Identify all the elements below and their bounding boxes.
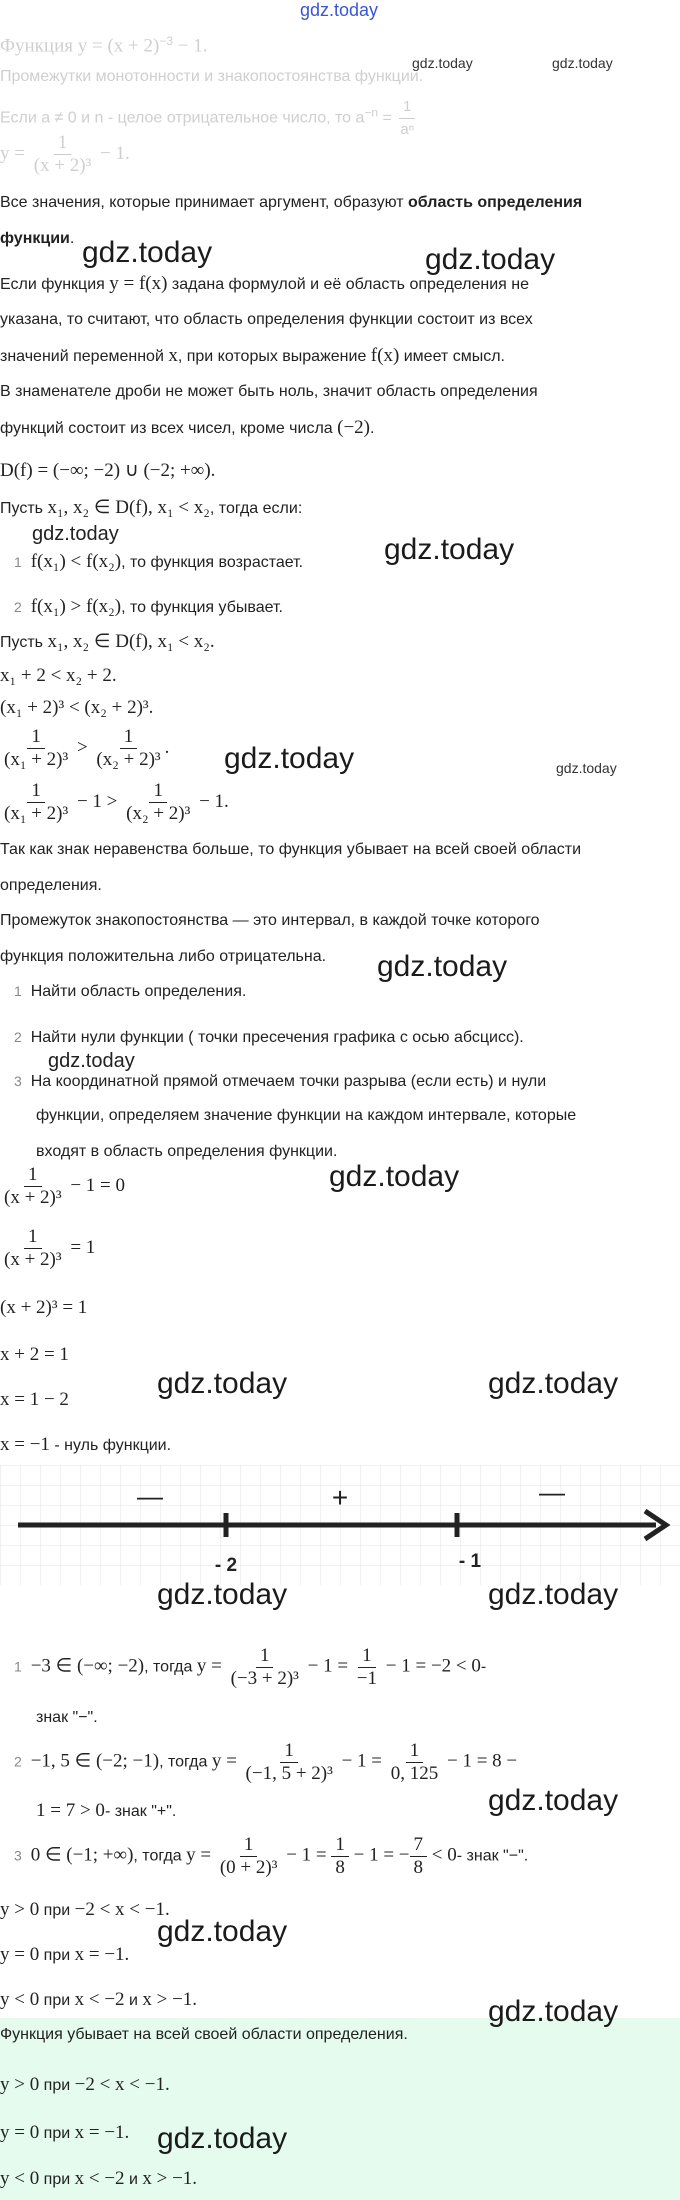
result-positive [0,1899,170,1922]
check1-end: − 1 = −2 < 0 [381,1655,481,1677]
ineq4-num2: 1 [149,780,167,803]
watermark: gdz.today [48,1050,135,1072]
let1-text: Пусть [0,500,48,517]
ineq3-num2: 1 [120,726,138,749]
equation-3: (x + 2)³ = 1 [0,1297,88,1318]
inequality-4 [0,780,229,825]
domain-def-dot: . [69,230,75,247]
check2-then: , тогда [159,1753,212,1771]
step3-text-a: На координатной прямой отмечаем точки разрыва (если есть) и нули [30,1073,547,1090]
equation-2 [0,1226,95,1271]
equation-4: x + 2 = 1 [0,1344,69,1365]
watermark: gdz.today [157,1915,288,1948]
watermark: gdz.today [488,1995,619,2028]
item2-math: f(x₁) > f(x₂) [30,596,122,617]
r2-math2: x = −1. [74,1944,130,1965]
faint-header-line1 [0,30,207,58]
check2-end: − 1 = 8 − [442,1750,518,1772]
denominator-line2 [0,417,374,440]
check-2 [14,1740,517,1785]
decreasing-conclusion-1: Так как знак неравенства больше, то функция убывает на всей своей области [0,841,582,858]
faint-y: y = [0,142,30,164]
watermark: gdz.today [157,2122,288,2155]
r1-math2: −2 < x < −1. [74,1899,170,1920]
step1-number: 1 [14,983,22,999]
check2-y: y = [211,1750,242,1772]
equation-5: x = 1 − 2 [0,1389,69,1410]
check3-den2: 8 [335,1857,345,1878]
ineq4-op: − 1 > [72,790,123,812]
r1-math: y > 0 [0,1899,40,1920]
eq1-num: 1 [24,1164,42,1187]
check1-num: 1 [256,1645,274,1668]
ineq4-end: − 1. [194,790,229,812]
ineq3-op: > [72,736,93,758]
denominator-end: . [370,420,375,437]
check2-den: (−1, 5 + 2)³ [245,1763,333,1784]
check3-den: (0 + 2)³ [219,1857,278,1878]
watermark: gdz.today [157,1578,288,1611]
result-zero [0,1944,129,1967]
watermark: gdz.today [224,742,355,775]
faint-rule-eq: = [378,109,397,127]
a1-text: при [39,2077,75,2094]
a3-text2: и [124,2171,143,2188]
ineq4-num1: 1 [27,780,45,803]
watermark: gdz.today [552,55,613,71]
top-watermark: gdz.today [300,0,379,20]
ineq3-den1: (x₁ + 2)³ [4,749,69,770]
r1-text: при [39,1902,75,1919]
watermark: gdz.today [488,1784,619,1817]
sign-right: — [539,1477,565,1507]
check-2-line2 [36,1800,176,1823]
decreasing-conclusion-2: определения. [0,877,102,894]
faint-y-num: 1 [54,132,72,155]
faint-exp: −3 [159,34,174,48]
eq6-math: x = −1 [0,1434,50,1455]
faint-y-end: − 1. [95,142,130,164]
a2-math: y = 0 [0,2122,40,2143]
domain-definition-line2 [0,228,74,250]
faint-function: Функция y = (x + 2) [0,35,160,57]
check1-num2: 1 [358,1645,376,1668]
equation-6 [0,1434,171,1457]
watermark: gdz.today [384,533,515,566]
item-increasing [14,551,303,574]
r3-math: y < 0 [0,1989,40,2010]
check3-sign: - знак "−". [456,1847,529,1865]
eq6-text: - нуль функции. [49,1437,172,1454]
inequality-3 [0,726,169,771]
let-line-1 [0,497,302,520]
a1-math2: −2 < x < −1. [74,2074,170,2095]
step3-number: 3 [14,1073,22,1089]
let2-math: x₁, x₂ ∈ D(f), x₁ < x₂. [47,631,215,652]
denominator-text: функций состоит из всех чисел, кроме числа [0,420,338,437]
check2-interval: −1, 5 ∈ (−2; −1) [30,1750,160,1772]
answer-negative [0,2168,197,2191]
watermark: gdz.today [32,523,119,545]
domain-def-text: Все значения, которые принимает аргумент, образуют [0,194,409,211]
check-3 [14,1834,528,1879]
watermark: gdz.today [556,760,617,776]
r3-text: при [39,1992,75,2009]
sign-middle: + [331,1482,349,1513]
check1-den2: −1 [356,1668,378,1689]
check2-mid: − 1 = [336,1750,387,1772]
a3-math2: x < −2 [74,2168,125,2189]
step-3-cont-2: входят в область определения функции. [36,1143,338,1160]
item2-text: , то функция убывает. [121,599,283,616]
a2-text: при [39,2125,75,2142]
eq1-end: − 1 = 0 [65,1174,126,1196]
ineq3-end: . [164,736,170,758]
faint-y-den: (x + 2)³ [33,155,92,176]
watermark: gdz.today [488,1578,619,1611]
ineq3-num1: 1 [27,726,45,749]
answer-zero [0,2122,129,2145]
item1-math: f(x₁) < f(x₂) [30,551,122,572]
formula-text-e: , при которых выражение [177,348,371,365]
check3-y: y = [186,1844,216,1866]
check3-mid: − 1 = [281,1844,332,1866]
inequality-1: x₁ + 2 < x₂ + 2. [0,665,117,686]
let2-text: Пусть [0,634,48,651]
step-3 [14,1070,546,1093]
faint-header-line2: Промежутки монотонности и знакопостоянства функции. [0,68,424,85]
eq1-den: (x + 2)³ [4,1187,62,1208]
ineq3-den2: (x₂ + 2)³ [96,749,161,770]
item-decreasing [14,596,283,619]
faint-rule-num: 1 [399,96,415,119]
check3-number: 3 [14,1847,22,1864]
ineq4-den2: (x₂ + 2)³ [126,803,191,824]
check1-mid: − 1 = [302,1655,353,1677]
step-1 [14,980,246,1003]
check3-num2: 1 [331,1834,349,1857]
watermark: gdz.today [377,950,508,983]
let1-end: , тогда если: [209,500,303,517]
check3-interval: 0 ∈ (−1; +∞) [30,1844,134,1866]
step-2 [14,1026,524,1049]
r3-math3: x > −1. [142,1989,198,2010]
label-minus-1: - 1 [458,1551,482,1572]
faint-rule: Если a ≠ 0 и n - целое отрицательное число, то a [0,109,365,127]
r2-text: при [39,1947,75,1964]
check3-end: < 0 [427,1844,457,1866]
check1-interval: −3 ∈ (−∞; −2) [30,1655,145,1677]
check1-number: 1 [14,1658,22,1675]
denominator-value: (−2) [337,417,371,438]
a3-math: y < 0 [0,2168,40,2189]
faint-header-line4 [0,132,130,177]
ineq4-den1: (x₁ + 2)³ [4,803,69,824]
inequality-2: (x₁ + 2)³ < (x₂ + 2)³. [0,697,154,718]
check2-den2: 0, 125 [390,1763,439,1784]
answer-title: Функция убывает на всей своей области определения. [0,2026,408,2043]
result-negative [0,1989,197,2012]
formula-x: x [168,345,178,366]
formula-paragraph-line2: указана, то считают, что область определения функции состоит из всех [0,311,533,328]
formula-f: f(x) [370,345,400,366]
step2-text: Найти нули функции ( точки пресечения графика с осью абсцисс). [30,1029,524,1046]
watermark: gdz.today [82,236,213,269]
watermark: gdz.today [329,1160,460,1193]
denominator-line1: В знаменателе дроби не может быть ноль, значит область определения [0,383,538,400]
a2-math2: x = −1. [74,2122,130,2143]
item2-number: 2 [14,599,22,615]
step-3-cont-1: функции, определяем значение функции на каждом интервале, которые [36,1107,577,1124]
a3-math3: x > −1. [142,2168,198,2189]
r3-math2: x < −2 [74,1989,125,2010]
formula-text-d: значений переменной [0,348,169,365]
r3-text2: и [124,1992,143,2009]
faint-rule-exp: −n [364,105,379,120]
domain-formula: D(f) = (−∞; −2) ∪ (−2; +∞). [0,460,216,481]
watermark: gdz.today [157,1367,288,1400]
item1-number: 1 [14,554,22,570]
formula-text-a: Если функция [0,276,110,293]
watermark: gdz.today [412,55,473,71]
watermark: gdz.today [488,1367,619,1400]
equation-1 [0,1164,125,1209]
check2-num2: 1 [406,1740,424,1763]
eq2-den: (x + 2)³ [4,1249,62,1270]
let1-math: x₁, x₂ ∈ D(f), x₁ < x₂ [47,497,210,518]
a1-math: y > 0 [0,2074,40,2095]
check2-result: 1 = 7 > 0 [36,1800,105,1821]
number-line [0,1465,680,1585]
faint-rule-den: aⁿ [400,121,415,138]
formula-text-b: задана формулой и её область определения не [167,276,530,293]
check3-mid2: − 1 = − [348,1844,410,1866]
watermark: gdz.today [425,243,556,276]
formula-text-g: имеет смысл. [399,348,505,365]
domain-def-bold: область определения [408,194,583,211]
check2-num: 1 [280,1740,298,1763]
a3-text: при [39,2171,75,2188]
check3-then: , тогда [133,1847,187,1865]
check-1 [14,1645,486,1690]
let-line-2 [0,631,215,654]
check1-den: (−3 + 2)³ [230,1668,299,1689]
answer-positive [0,2074,170,2097]
check-1-sign: знак "−". [36,1709,98,1726]
check1-then: , тогда [144,1658,197,1676]
check3-num3: 7 [410,1834,428,1857]
domain-definition-line1 [0,192,582,214]
sign-left: — [137,1481,163,1511]
check2-sign: - знак "+". [104,1803,177,1820]
r2-math: y = 0 [0,1944,40,1965]
formula-paragraph-line3 [0,345,505,368]
step1-text: Найти область определения. [30,983,247,1000]
check2-number: 2 [14,1753,22,1770]
sign-definition-2: функция положительна либо отрицательна. [0,948,327,965]
step2-number: 2 [14,1029,22,1045]
check3-den3: 8 [413,1857,424,1878]
check3-num: 1 [240,1834,258,1857]
check1-y: y = [196,1655,227,1677]
check1-tail: - [480,1658,487,1676]
eq2-num: 1 [24,1226,42,1249]
domain-def-bold-2: функции [0,230,70,247]
faint-end: − 1. [173,35,208,57]
eq2-end: = 1 [65,1236,96,1258]
sign-definition-1: Промежуток знакопостоянства — это интервал, в каждой точке которого [0,912,540,929]
label-minus-2: - 2 [214,1555,238,1576]
item1-text: , то функция возрастает. [121,554,304,571]
formula-fx: y = f(x) [109,273,168,294]
